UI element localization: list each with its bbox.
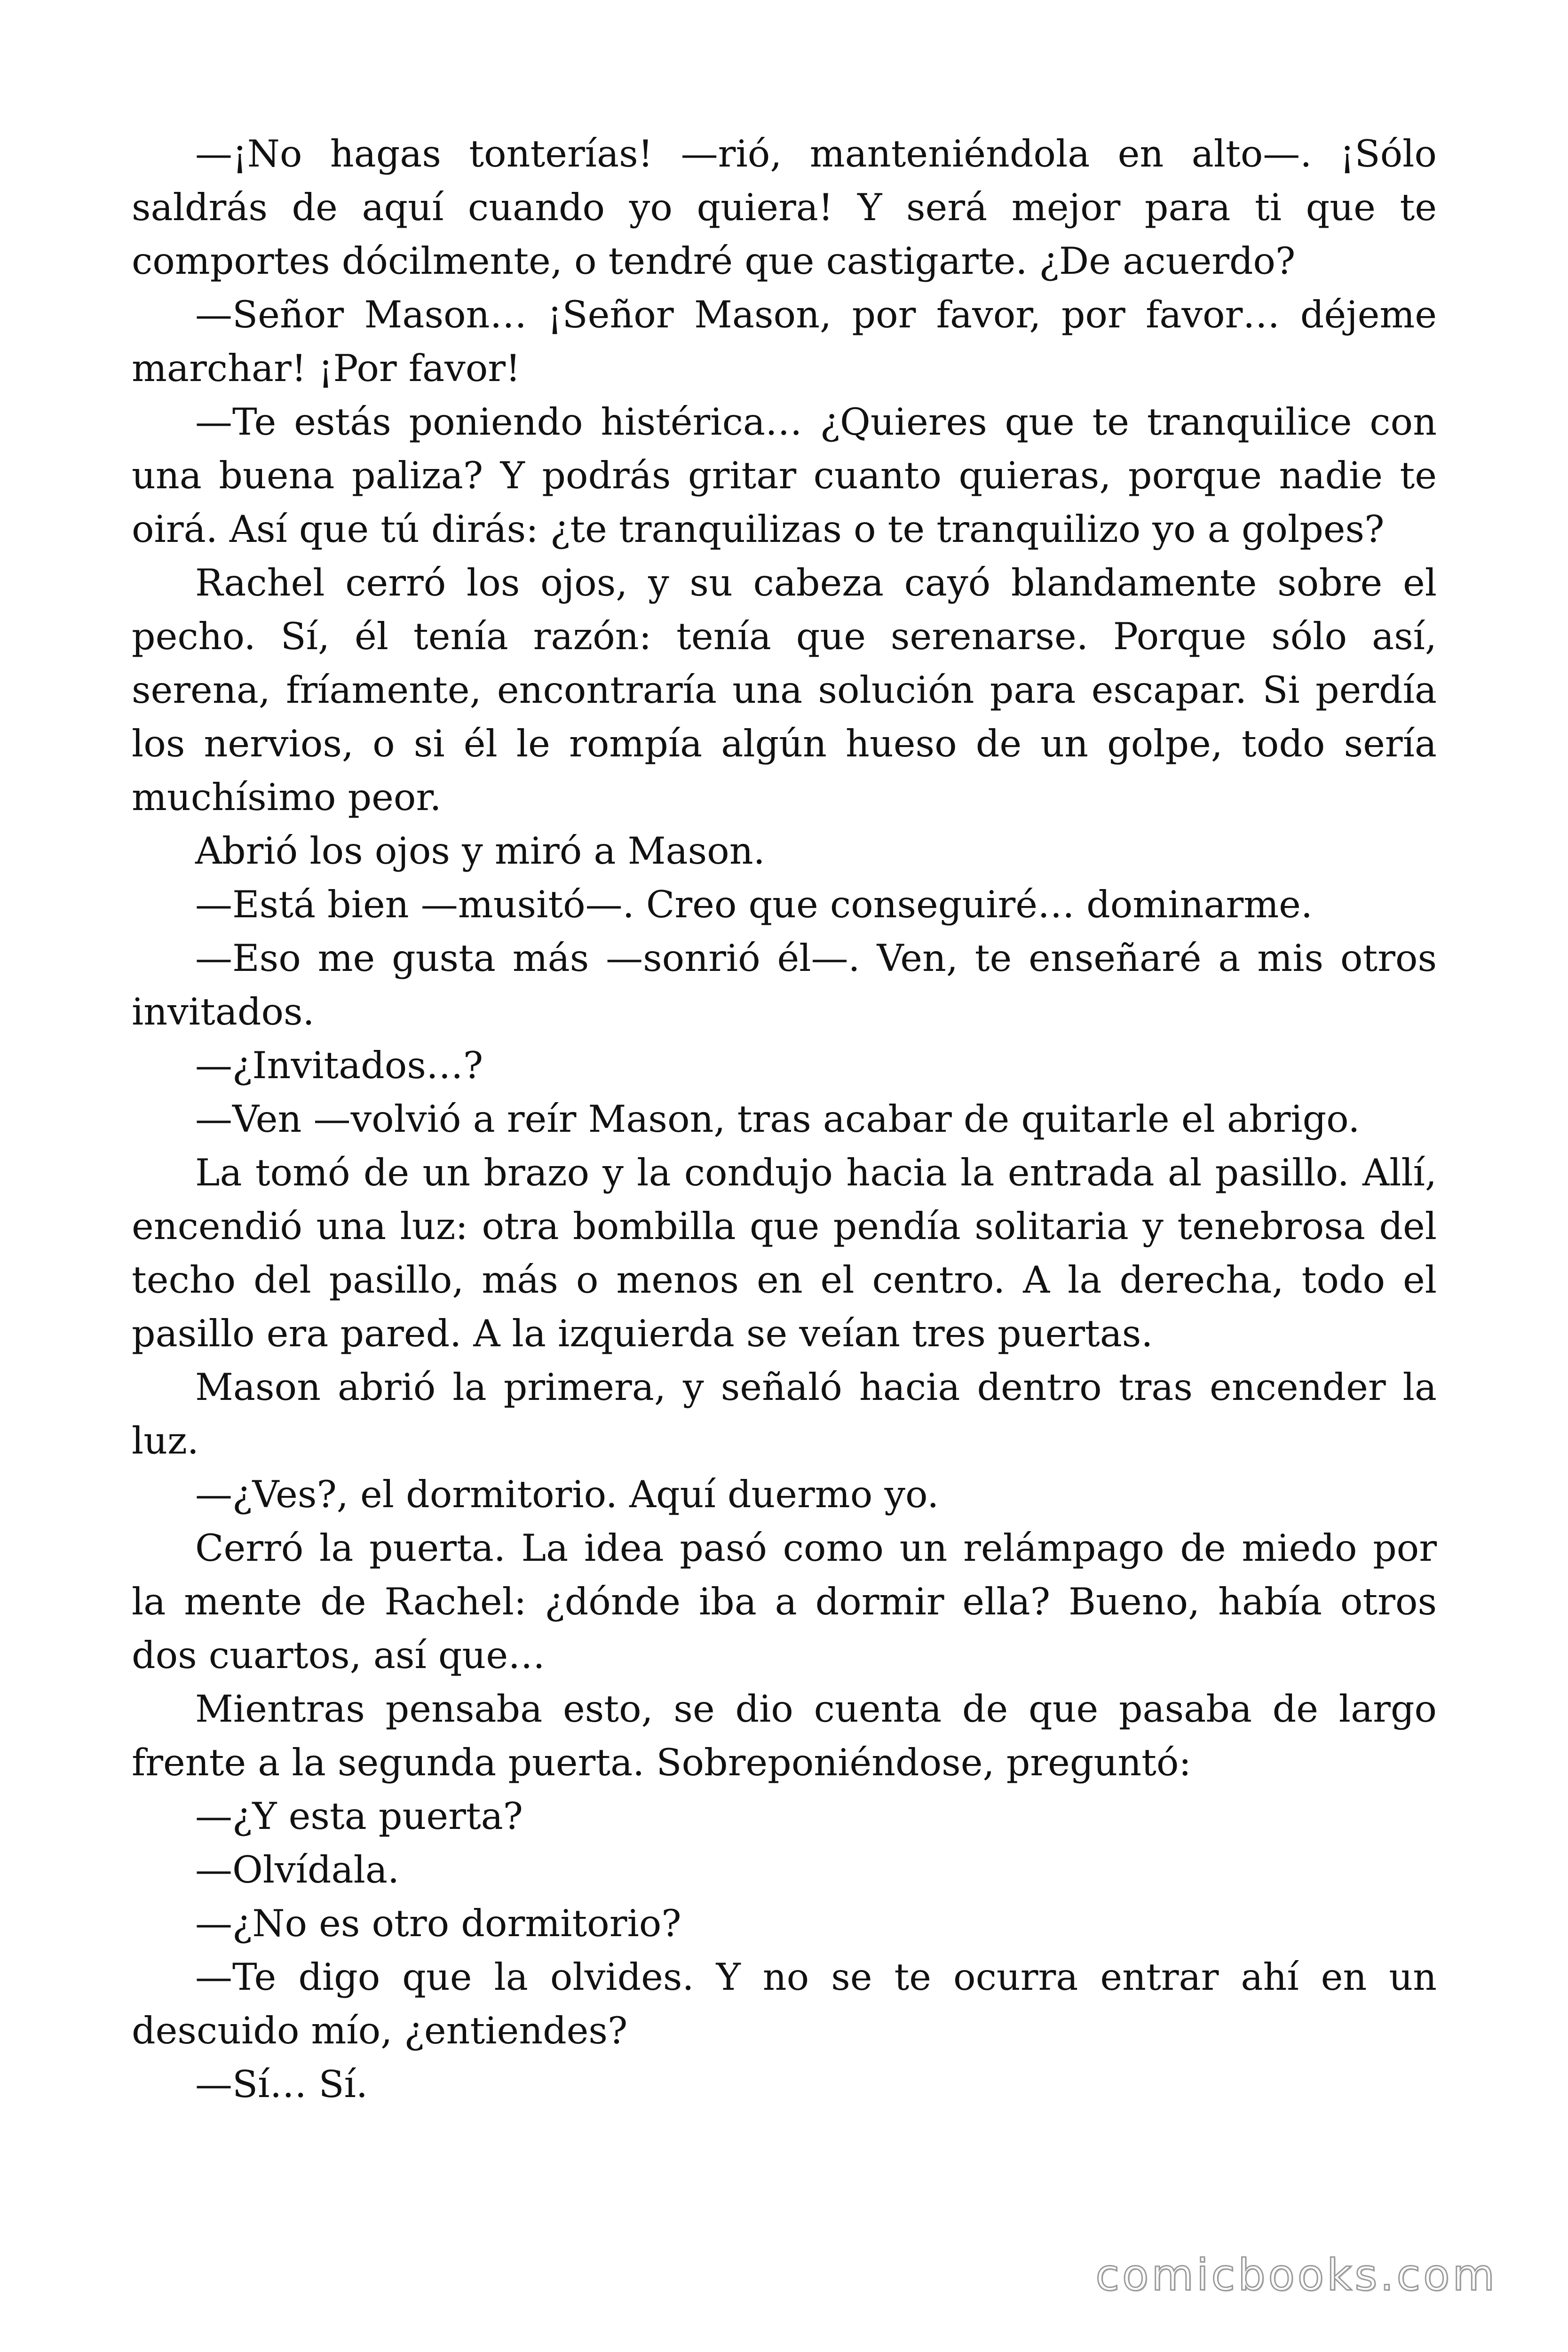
paragraph: Mientras pensaba esto, se dio cuenta de que pasaba de largo frente a la segunda puerta. Sobreponiéndose, preguntó: xyxy=(132,1687,1437,1784)
paragraph: —¡No hagas tonterías! —rió, manteniéndola en alto—. ¡Sólo saldrás de aquí cuando yo quiera! Y será mejor para ti que te comportes dócilmente, o tendré que castigarte. ¿De acuerdo? xyxy=(132,132,1437,283)
page-body-text xyxy=(132,127,1437,2111)
paragraph: Abrió los ojos y miró a Mason. xyxy=(195,829,765,873)
paragraph: —¿No es otro dormitorio? xyxy=(195,1902,681,1945)
watermark: comicbooks.com xyxy=(1095,2250,1497,2300)
paragraph: —Olvídala. xyxy=(195,1848,400,1891)
paragraph: —Eso me gusta más —sonrió él—. Ven, te enseñaré a mis otros invitados. xyxy=(132,937,1437,1033)
paragraph: Rachel cerró los ojos, y su cabeza cayó blandamente sobre el pecho. Sí, él tenía razón: tenía que serenarse. Porque sólo así, serena, fríamente, encontraría una solución para escapar. Si perdía los nervios, o si él le rompía algún hueso de un golpe, todo sería muchísimo peor. xyxy=(132,561,1437,819)
paragraph: —¿Ves?, el dormitorio. Aquí duermo yo. xyxy=(195,1473,939,1516)
paragraph: —Te estás poniendo histérica… ¿Quieres que te tranquilice con una buena paliza? Y podrás gritar cuanto quieras, porque nadie te oirá. Así que tú dirás: ¿te tranquilizas o te tranquilizo yo a golpes? xyxy=(132,400,1437,551)
paragraph: Cerró la puerta. La idea pasó como un relámpago de miedo por la mente de Rachel: ¿dónde iba a dormir ella? Bueno, había otros dos cuartos, así que… xyxy=(132,1526,1437,1677)
paragraph: —¿Invitados…? xyxy=(195,1044,483,1087)
paragraph: —¿Y esta puerta? xyxy=(195,1795,523,1838)
paragraph: Mason abrió la primera, y señaló hacia dentro tras encender la luz. xyxy=(132,1366,1437,1462)
paragraph: —Sí… Sí. xyxy=(195,2063,368,2106)
paragraph: —Señor Mason… ¡Señor Mason, por favor, por favor… déjeme marchar! ¡Por favor! xyxy=(132,293,1437,390)
paragraph: —Te digo que la olvides. Y no se te ocurra entrar ahí en un descuido mío, ¿entiendes? xyxy=(132,1955,1437,2052)
paragraph: —Ven —volvió a reír Mason, tras acabar de quitarle el abrigo. xyxy=(195,1097,1360,1141)
paragraph: —Está bien —musitó—. Creo que conseguiré… dominarme. xyxy=(195,883,1313,926)
paragraph: La tomó de un brazo y la condujo hacia la entrada al pasillo. Allí, encendió una luz: otra bombilla que pendía solitaria y tenebrosa del techo del pasillo, más o menos en el centro. A la derecha, todo el pasillo era pared. A la izquierda se veían tres puertas. xyxy=(132,1151,1437,1355)
